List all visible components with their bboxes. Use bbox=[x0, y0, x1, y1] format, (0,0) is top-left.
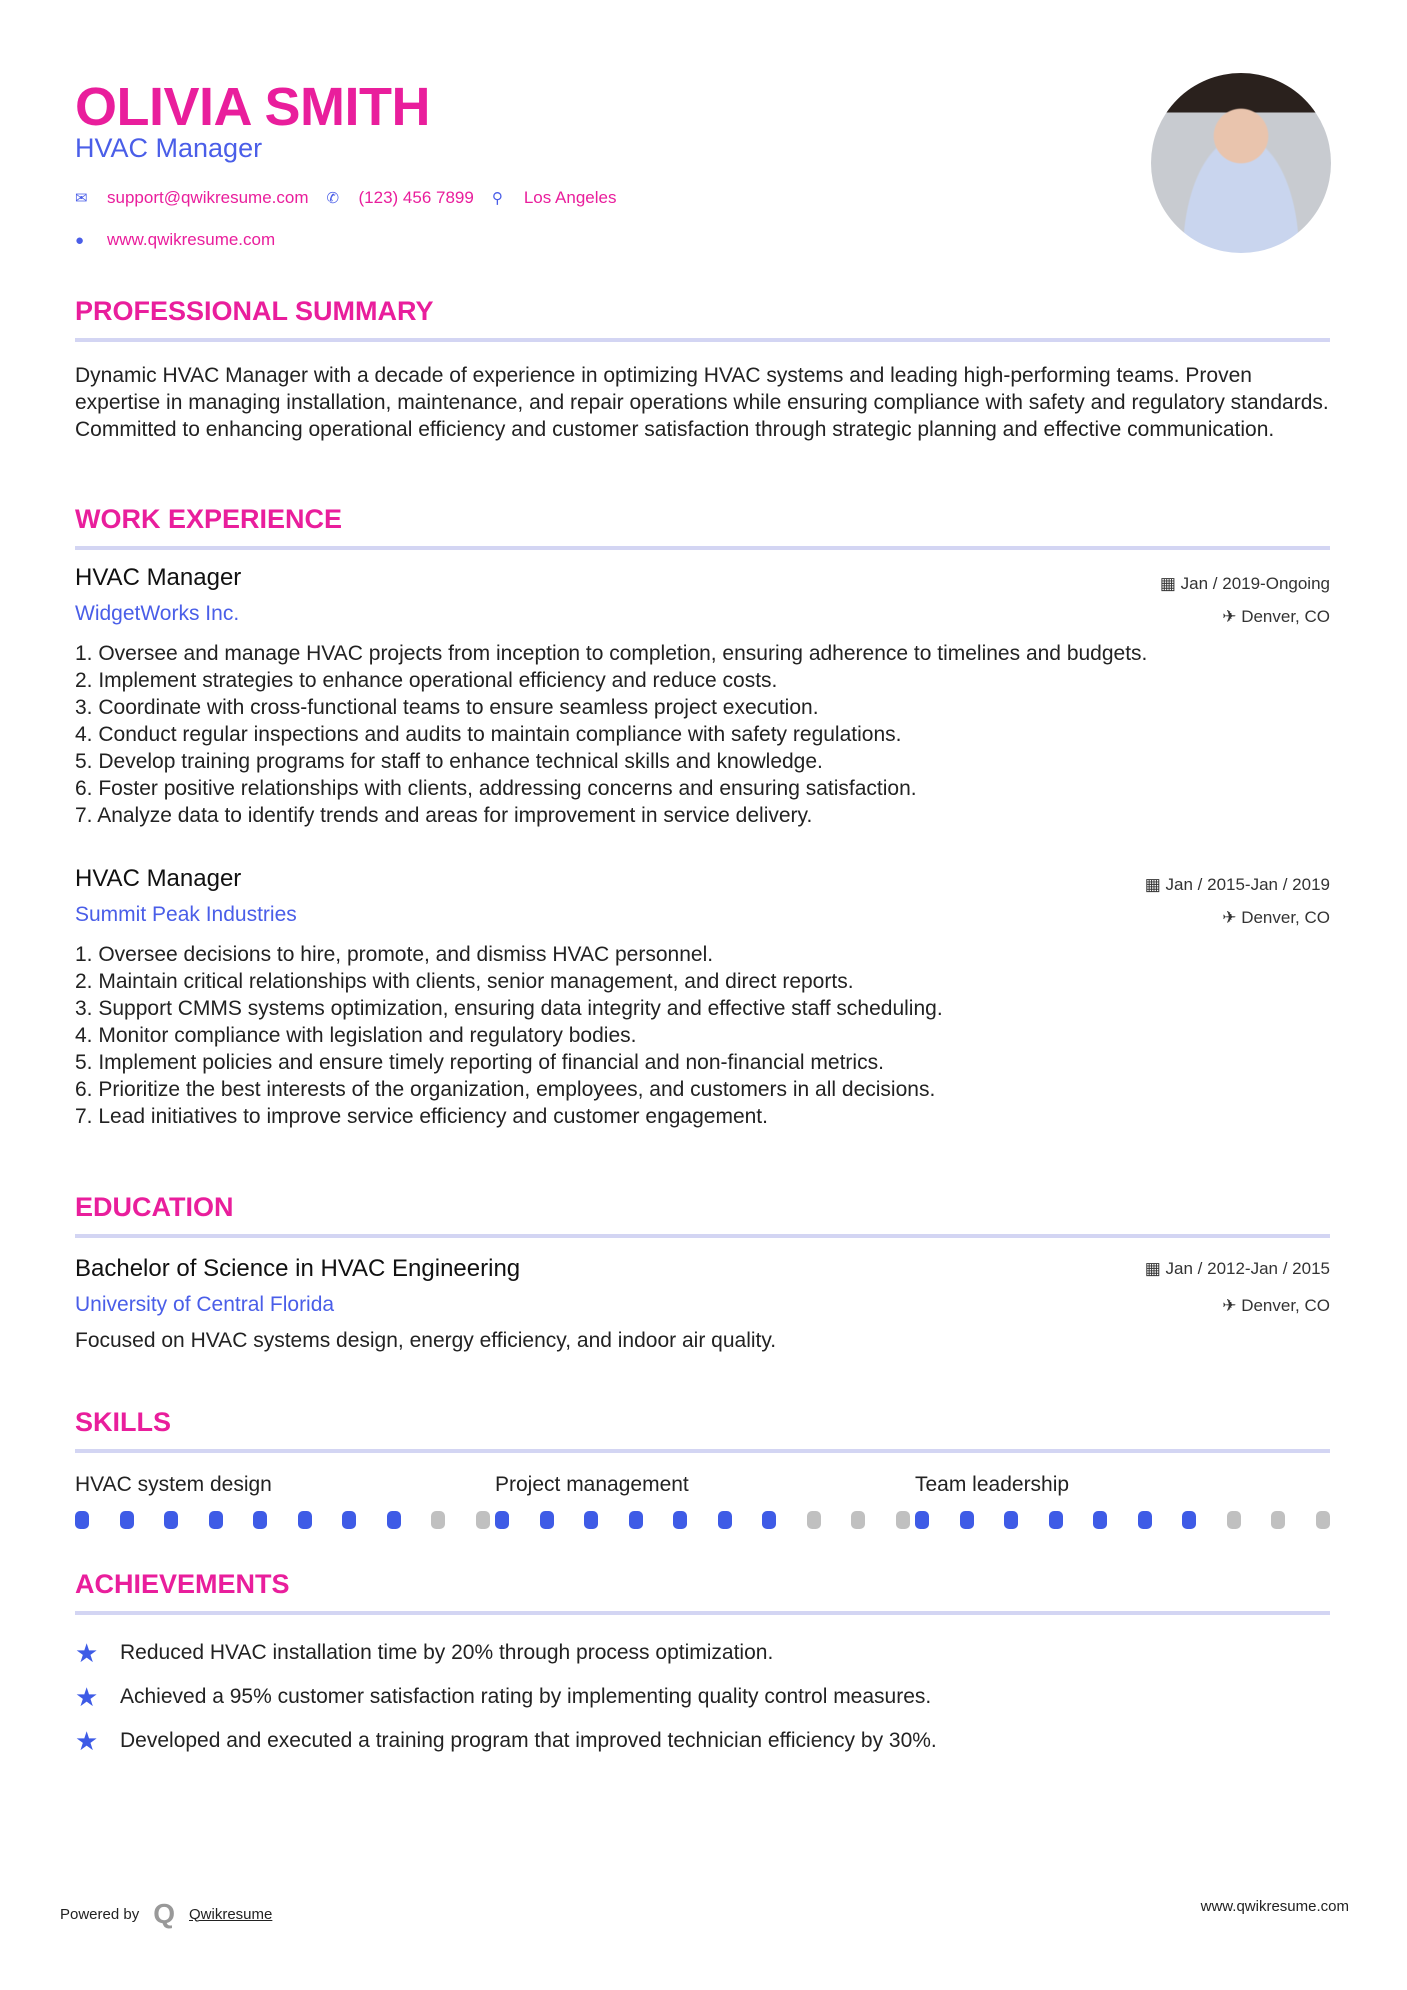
divider bbox=[75, 1611, 1330, 1615]
rating-dot-filled bbox=[1182, 1511, 1196, 1529]
calendar-icon: ▦ bbox=[1144, 875, 1166, 894]
email-link[interactable]: support@qwikresume.com bbox=[107, 188, 309, 207]
divider bbox=[75, 1449, 1330, 1453]
skill-rating bbox=[75, 1511, 490, 1529]
bullet: 1. Oversee decisions to hire, promote, and dismiss HVAC personnel. bbox=[75, 943, 714, 966]
job-entry bbox=[75, 564, 1330, 829]
skill-item bbox=[495, 1473, 910, 1529]
job-bullets bbox=[75, 640, 1330, 829]
rating-dot-filled bbox=[960, 1511, 974, 1529]
summary-text: Dynamic HVAC Manager with a decade of experience in optimizing HVAC systems and leading high-performing teams. Proven expertise in managing installation, maintenance, and repair operations while ensuring compliance with safety and regulatory standards. Committed to enhancing operational efficiency and customer satisfaction through strategic planning and effective communication. bbox=[75, 364, 1329, 441]
bullet: 5. Develop training programs for staff to enhance technical skills and knowledge. bbox=[75, 750, 823, 773]
bullet: 6. Prioritize the best interests of the organization, employees, and customers in all decisions. bbox=[75, 1078, 936, 1101]
divider bbox=[75, 546, 1330, 550]
achievement-item: ★ Reduced HVAC installation time by 20% through process optimization. bbox=[75, 1637, 774, 1668]
job-title: HVAC Manager bbox=[75, 564, 242, 591]
bullet: 2. Implement strategies to enhance operational efficiency and reduce costs. bbox=[75, 669, 778, 692]
job-dates: ▦ Jan / 2015-Jan / 2019 bbox=[1144, 875, 1330, 894]
achievement-item: ★ Developed and executed a training program that improved technician efficiency by 30%. bbox=[75, 1725, 937, 1756]
bullet: 7. Analyze data to identify trends and areas for improvement in service delivery. bbox=[75, 804, 813, 827]
rating-dot-filled bbox=[164, 1511, 178, 1529]
rating-dot-filled bbox=[718, 1511, 732, 1529]
rating-dot-filled bbox=[762, 1511, 776, 1529]
company-name: Summit Peak Industries bbox=[75, 903, 297, 926]
summary-section bbox=[75, 296, 1330, 443]
divider bbox=[75, 338, 1330, 342]
website-row bbox=[75, 230, 275, 250]
rating-dot-filled bbox=[387, 1511, 401, 1529]
skills-list bbox=[75, 1473, 1330, 1529]
rating-dot-filled bbox=[673, 1511, 687, 1529]
phone-icon: ✆ bbox=[326, 190, 340, 207]
section-heading: EDUCATION bbox=[75, 1192, 234, 1222]
footer-powered bbox=[60, 1898, 272, 1930]
rating-dot-empty bbox=[431, 1511, 445, 1529]
skill-rating bbox=[915, 1511, 1330, 1529]
powered-by-label: Powered by bbox=[60, 1905, 140, 1923]
candidate-name: OLIVIA SMITH bbox=[75, 77, 430, 137]
rating-dot-filled bbox=[1138, 1511, 1152, 1529]
star-icon: ★ bbox=[75, 1725, 99, 1756]
skill-item bbox=[75, 1473, 490, 1529]
skills-section bbox=[75, 1407, 1330, 1529]
website-link[interactable]: www.qwikresume.com bbox=[107, 230, 276, 249]
skill-name: Team leadership bbox=[915, 1473, 1070, 1496]
rating-dot-filled bbox=[75, 1511, 89, 1529]
divider bbox=[75, 1234, 1330, 1238]
school-name: University of Central Florida bbox=[75, 1293, 335, 1316]
section-heading: PROFESSIONAL SUMMARY bbox=[75, 296, 434, 326]
bullet: 5. Implement policies and ensure timely reporting of financial and non-financial metrics. bbox=[75, 1051, 884, 1074]
rating-dot-empty bbox=[1316, 1511, 1330, 1529]
bullet: 7. Lead initiatives to improve service efficiency and customer engagement. bbox=[75, 1105, 768, 1128]
globe-icon: ● bbox=[75, 231, 85, 249]
rating-dot-filled bbox=[1004, 1511, 1018, 1529]
rating-dot-filled bbox=[584, 1511, 598, 1529]
education-dates: ▦ Jan / 2012-Jan / 2015 bbox=[1144, 1259, 1330, 1278]
rating-dot-filled bbox=[253, 1511, 267, 1529]
rating-dot-filled bbox=[495, 1511, 509, 1529]
job-bullets bbox=[75, 941, 1330, 1130]
achievement-item: ★ Achieved a 95% customer satisfaction rating by implementing quality control measures. bbox=[75, 1681, 932, 1712]
pin-icon: ✈ bbox=[1222, 1296, 1242, 1315]
qwikresume-link[interactable]: Qwikresume bbox=[189, 1905, 273, 1923]
job-title: HVAC Manager bbox=[75, 865, 242, 892]
education-location: ✈ Denver, CO bbox=[1222, 1296, 1330, 1315]
envelope-icon: ✉ bbox=[75, 190, 88, 207]
pin-icon: ✈ bbox=[1222, 607, 1242, 626]
calendar-icon: ▦ bbox=[1144, 1259, 1166, 1278]
skill-rating bbox=[495, 1511, 910, 1529]
job-dates: ▦ Jan / 2019-Ongoing bbox=[1159, 574, 1330, 593]
rating-dot-filled bbox=[209, 1511, 223, 1529]
rating-dot-filled bbox=[1049, 1511, 1063, 1529]
experience-section bbox=[75, 504, 1330, 550]
bullet: 1. Oversee and manage HVAC projects from inception to completion, ensuring adherence to timelines and budgets. bbox=[75, 642, 1148, 665]
rating-dot-empty bbox=[1271, 1511, 1285, 1529]
footer-website[interactable]: www.qwikresume.com bbox=[1200, 1898, 1349, 1915]
qwikresume-logo-icon: Q bbox=[153, 1898, 175, 1929]
rating-dot-empty bbox=[851, 1511, 865, 1529]
skill-item bbox=[915, 1473, 1330, 1529]
calendar-icon: ▦ bbox=[1159, 574, 1181, 593]
rating-dot-filled bbox=[120, 1511, 134, 1529]
rating-dot-empty bbox=[807, 1511, 821, 1529]
bullet: 6. Foster positive relationships with clients, addressing concerns and ensuring satisfaction. bbox=[75, 777, 917, 800]
location-text: Los Angeles bbox=[523, 188, 617, 207]
phone-text: (123) 456 7899 bbox=[358, 188, 474, 207]
section-heading: SKILLS bbox=[75, 1407, 172, 1437]
bullet: 4. Conduct regular inspections and audits to maintain compliance with safety regulations. bbox=[75, 723, 902, 746]
education-entry bbox=[75, 1255, 1330, 1354]
job-location: ✈ Denver, CO bbox=[1222, 607, 1330, 626]
map-pin-icon: ⚲ bbox=[491, 190, 503, 207]
rating-dot-filled bbox=[342, 1511, 356, 1529]
skill-name: Project management bbox=[495, 1473, 689, 1496]
bullet: 3. Support CMMS systems optimization, ensuring data integrity and effective staff scheduling. bbox=[75, 997, 943, 1020]
star-icon: ★ bbox=[75, 1681, 99, 1712]
contact-row bbox=[75, 188, 616, 208]
rating-dot-empty bbox=[896, 1511, 910, 1529]
education-section bbox=[75, 1192, 1330, 1238]
skill-name: HVAC system design bbox=[75, 1473, 272, 1496]
rating-dot-filled bbox=[298, 1511, 312, 1529]
star-icon: ★ bbox=[75, 1637, 99, 1668]
achievements-section bbox=[75, 1569, 1330, 1763]
bullet: 3. Coordinate with cross-functional teams to ensure seamless project execution. bbox=[75, 696, 819, 719]
bullet: 2. Maintain critical relationships with clients, senior management, and direct reports. bbox=[75, 970, 854, 993]
rating-dot-filled bbox=[1093, 1511, 1107, 1529]
section-heading: WORK EXPERIENCE bbox=[75, 504, 343, 534]
rating-dot-empty bbox=[1227, 1511, 1241, 1529]
rating-dot-filled bbox=[540, 1511, 554, 1529]
pin-icon: ✈ bbox=[1222, 908, 1242, 927]
job-entry bbox=[75, 865, 1330, 1130]
job-location: ✈ Denver, CO bbox=[1222, 908, 1330, 927]
degree: Bachelor of Science in HVAC Engineering bbox=[75, 1255, 521, 1282]
rating-dot-empty bbox=[476, 1511, 490, 1529]
rating-dot-filled bbox=[915, 1511, 929, 1529]
bullet: 4. Monitor compliance with legislation and regulatory bodies. bbox=[75, 1024, 637, 1047]
company-name: WidgetWorks Inc. bbox=[75, 602, 240, 625]
candidate-title: HVAC Manager bbox=[75, 133, 263, 163]
rating-dot-filled bbox=[629, 1511, 643, 1529]
section-heading: ACHIEVEMENTS bbox=[75, 1569, 290, 1599]
education-description: Focused on HVAC systems design, energy efficiency, and indoor air quality. bbox=[75, 1329, 777, 1352]
profile-photo bbox=[1151, 73, 1331, 253]
